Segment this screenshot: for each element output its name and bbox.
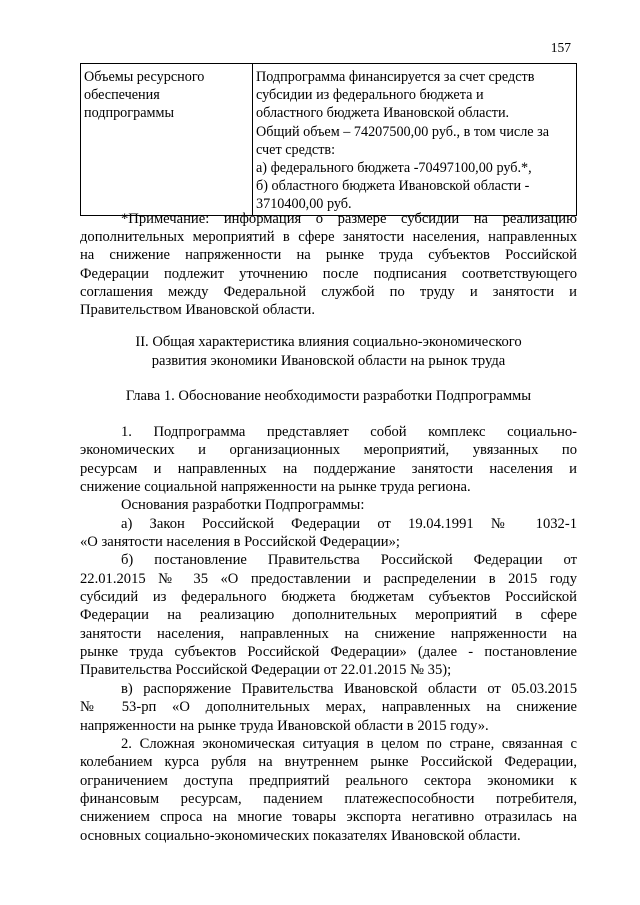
table-value-line: Подпрограмма финансируется за счет средств [256,69,535,85]
paragraph-line: ограничением доступа предприятий реального сектора экономики к [80,772,577,789]
paragraph-line: 1. Подпрограмма представляет собой комплекс социально- [121,424,577,440]
paragraph-line: экономических и организационных мероприятий, увязанных по [80,442,577,459]
paragraph [80,551,577,679]
note-line: на снижение напряженности на рынке труда субъектов Российской [80,247,577,264]
paragraph-line: «О занятости населения в Российской Федерации»; [80,534,400,551]
table-value-line: областного бюджета Ивановской области. [256,105,510,122]
paragraph [80,496,577,514]
paragraph-line: напряженности на рынке труда Ивановской области в 2015 году». [80,717,489,734]
paragraph-line: Федерации на реализацию дополнительных мероприятий в сфере [80,607,577,624]
table-label-line: обеспечения [84,87,160,104]
paragraph-line: занятости населения, направленных на снижение напряженности на [80,625,577,642]
paragraph-line: 22.01.2015 № 35 «О предоставлении и распределении в 2015 году [80,570,577,587]
paragraph-line: снижение социальной напряженности на рынке труда региона. [80,479,471,496]
body-text [80,423,577,845]
section-title-line: развития экономики Ивановской области на рынок труда [151,352,506,369]
resource-provision-table [80,63,577,216]
table-value-line: Общий объем – 74207500,00 руб., в том числе за [256,123,550,140]
table-row [81,64,577,216]
paragraph [80,680,577,735]
paragraph-line: в) распоряжение Правительства Ивановской области от 05.03.2015 [121,680,577,697]
paragraph-line: ресурсам и направленных на поддержание занятости населения и [80,460,577,477]
paragraph-line: рынке труда субъектов Российской Федерации» (далее - постановление [80,644,577,661]
paragraph-line: б) постановление Правительства Российской Федерации от [121,552,577,569]
paragraph [80,515,577,552]
paragraph-line: Основания разработки Подпрограммы: [121,497,365,514]
paragraph-line: 2. Сложная экономическая ситуация в целом по стране, связанная с [121,735,577,752]
paragraph-line: снижением спроса на многие товары экспорта негативно отразилась на [80,809,577,826]
table-value-line: а) федерального бюджета -70497100,00 руб.*, [256,160,532,177]
table-label-line: Объемы ресурсного [84,69,205,85]
section-title [80,333,577,370]
table-value-line: субсидии из федерального бюджета и [256,87,484,104]
paragraph-line: а) Закон Российской Федерации от 19.04.1991 № 1032-1 [121,515,577,532]
page-number: 157 [550,40,571,55]
note-line: Федерации подлежит уточнению после подписания соответствующего [80,265,577,282]
paragraph-line: субсидий из федерального бюджета бюджетам субъектов Российской [80,589,577,606]
note-line: дополнительных мероприятий в сфере занятости населения, направленных [80,229,577,246]
paragraph-line: № 53-рп «О дополнительных мерах, направленных на снижение [80,699,577,716]
paragraph-line: колебанием курса рубля на внутреннем рынке Российской Федерации, [80,754,577,771]
paragraph-line: основных социально-экономических показателях Ивановской области. [80,827,521,844]
table-value-line: счет средств: [256,141,336,158]
table-value-line: б) областного бюджета Ивановской области - [256,178,530,195]
table-label-line: подпрограммы [84,105,174,122]
section-title-line: II. Общая характеристика влияния социально-экономического [135,334,522,350]
table-value-line: 3710400,00 руб. [256,196,352,213]
note-line: соглашения между Федеральной службой по труду и занятости и [80,283,577,300]
paragraph [80,423,577,496]
table-label-cell [81,64,253,216]
paragraph [80,735,577,845]
chapter-title: Глава 1. Обоснование необходимости разработки Подпрограммы [125,388,532,404]
paragraph-line: финансовым ресурсам, падением платежеспособности потребителя, [80,790,577,807]
paragraph-line: Правительства Российской Федерации от 22.01.2015 № 35); [80,662,452,679]
table-value-cell [253,64,577,216]
note-line: *Примечание: информация о размере субсидии на реализацию [121,211,577,227]
footnote-remark [80,210,577,319]
note-line: Правительством Ивановской области. [80,302,315,319]
